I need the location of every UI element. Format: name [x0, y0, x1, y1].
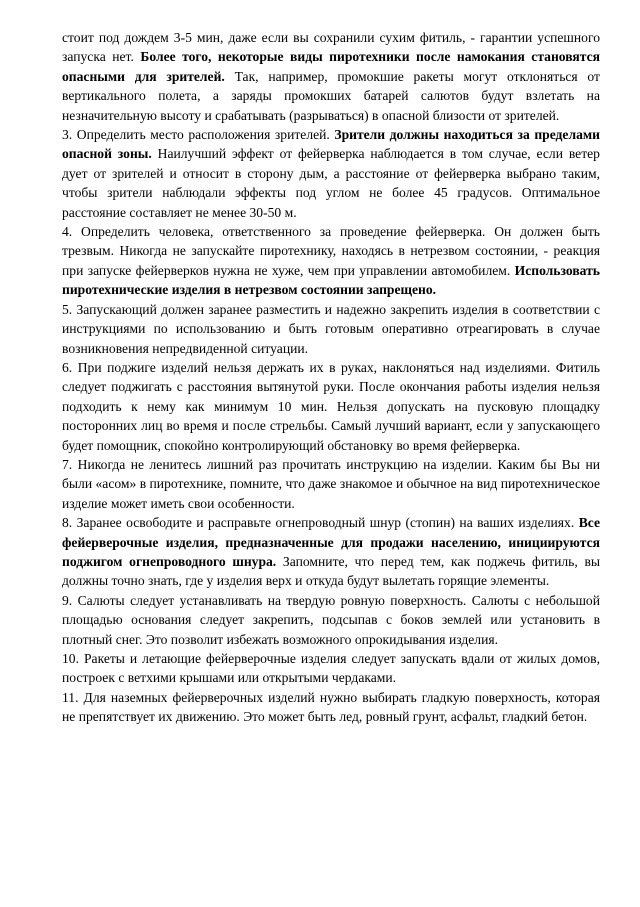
paragraph-text: 4. Определить человека, ответственного за проведение фейерверка. Он должен быть трезвым. Никогда не запускайте пиротехнику, находясь в нетрезвом состоянии, - реакция при запуске фейерверков нужна не хуже, чем при управлении автомобилем.	[62, 224, 600, 278]
paragraph-continuation	[62, 28, 600, 125]
paragraph-emphasis: Зрители должны находиться за пределами опасной зоны.	[62, 127, 600, 162]
paragraph-text: 7. Никогда не ленитесь лишний раз прочитать инструкцию на изделии. Каким бы Вы ни были «асом» в пиротехнике, помните, что даже знакомое и обычное на вид пиротехническое изделие может иметь свои особенности.	[62, 456, 600, 511]
paragraph-emphasis: Все фейерверочные изделия, предназначенные для продажи населению, инициируются поджигом огнепроводного шнура.	[62, 515, 600, 569]
paragraph-text: 3. Определить место расположения зрителей.	[62, 127, 335, 143]
paragraph-text: 5. Запускающий должен заранее разместить и надежно закрепить изделия в соответствии с инструкциями по использованию и быть готовым оперативно отреагировать в случае возникновения непредвиденной ситуации.	[62, 301, 600, 356]
paragraph-emphasis: Более того, некоторые виды пиротехники после намокания становятся опасными для зрителей.	[62, 49, 600, 84]
list-item-5	[62, 300, 600, 358]
paragraph-text: стоит под дождем 3-5 мин, даже если вы сохранили сухим фитиль, - гарантии успешного запуска нет.	[62, 30, 600, 65]
paragraph-text: 6. При поджиге изделий нельзя держать их в руках, наклоняться над изделиями. Фитиль следует поджигать с расстояния вытянутой руки. После окончания работы изделия нельзя подходить к нему как минимум 10 мин. Нельзя допускать на пусковую площадку посторонних лиц во время и после стрельбы. Самый лучший вариант, если у запускающего будет помощник, спокойно контролирующий обстановку во время фейерверка.	[62, 359, 600, 453]
paragraph-text: Наилучший эффект от фейерверка наблюдается в том случае, если ветер дует от зрителей и относит в сторону дым, а расстояние от фейерверка выбрано таким, чтобы зрители наблюдали эффекты под углом не более 45 градусов. Оптимальное расстояние составляет не менее 30-50 м.	[62, 146, 600, 220]
paragraph-text: 11. Для наземных фейерверочных изделий нужно выбирать гладкую поверхность, которая не препятствует их движению. Это может быть лед, ровный грунт, асфальт, гладкий бетон.	[62, 689, 600, 725]
list-item-10	[62, 649, 600, 688]
list-item-11	[62, 688, 600, 727]
list-item-4	[62, 222, 600, 300]
list-item-8	[62, 513, 600, 591]
paragraph-text: 10. Ракеты и летающие фейерверочные изделия следует запускать вдали от жилых домов, построек с ветхими крышами или открытыми чердаками.	[62, 651, 600, 686]
list-item-7	[62, 455, 600, 513]
list-item-9	[62, 591, 600, 649]
paragraph-text: Запомните, что перед тем, как поджечь фитиль, вы должны точно знать, где у изделия верх и откуда будут вылетать горящие элементы.	[62, 553, 600, 589]
paragraph-emphasis: Использовать пиротехнические изделия в нетрезвом состоянии запрещено.	[62, 262, 600, 298]
paragraph-text: Так, например, промокшие ракеты могут отклоняться от вертикального полета, а заряды промокших батарей салютов будут взлетать на незначительную высоту и срабатывать (разрываться) в опасной близости от зрителей.	[62, 68, 600, 123]
list-item-3	[62, 125, 600, 222]
document-page	[62, 28, 600, 727]
paragraph-text: 9. Салюты следует устанавливать на твердую ровную поверхность. Салюты с небольшой площадью основания следует закрепить, подсыпав с боков землей или установить в плотный снег. Это позволит избежать возможного опрокидывания изделия.	[62, 592, 600, 647]
list-item-6	[62, 358, 600, 455]
paragraph-text: 8. Заранее освободите и расправьте огнепроводный шнур (стопин) на ваших изделиях.	[62, 515, 579, 531]
